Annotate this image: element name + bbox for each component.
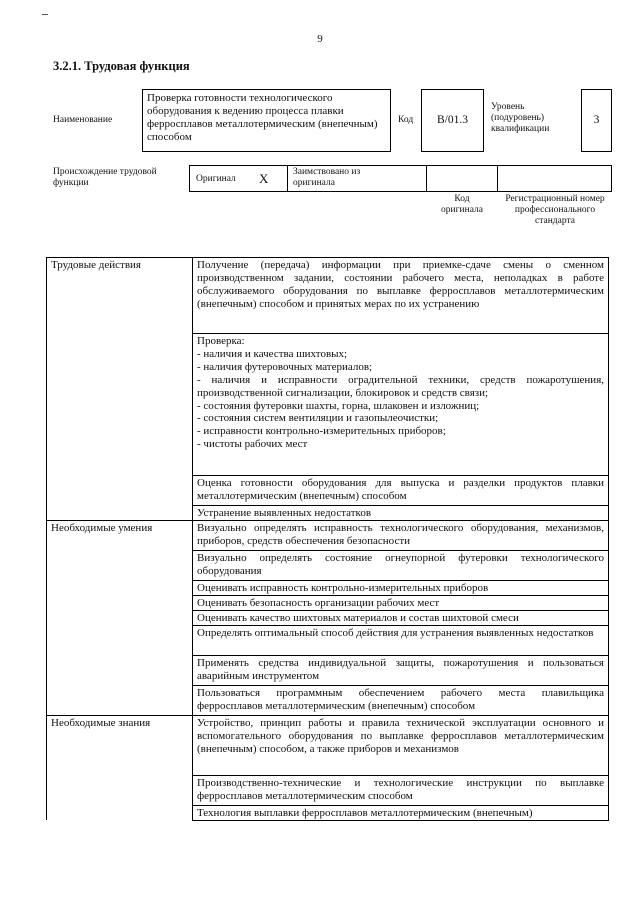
function-table — [46, 257, 609, 821]
function-name-box — [142, 89, 391, 152]
table-cell: Оценка готовности оборудования для выпуска и разделки продуктов плавки металлотермическим (внепечным) способом — [193, 476, 609, 506]
section-title-skills: Необходимые умения — [47, 521, 193, 716]
table-cell: Визуально определять исправность технологического оборудования, механизмов, приборов, средств обеспечения безопасности — [193, 521, 609, 551]
corner-mark — [42, 14, 48, 15]
page-number: 9 — [317, 33, 323, 45]
table-cell: Проверка: - наличия и качества шихтовых; - наличия футеровочных материалов; - наличия и исправности оградительной техники, средств пожаротушения, производственной сигнализации, блокировок и средств связи; - состояния футеровки шахты, горна, шлаковен и изложниц; - состояния систем вентиляции и газопылеочистки; - исправности контрольно-измерительных приборов; - чистоты рабочих мест — [193, 334, 609, 476]
section-title-actions: Трудовые действия — [47, 258, 193, 521]
table-cell: Производственно-технические и технологические инструкции по выплавке ферросплавов металлотермическим способом — [193, 776, 609, 806]
table-cell: Визуально определять состояние огнеупорной футеровки технологического оборудования — [193, 551, 609, 581]
code-box — [421, 89, 484, 152]
table-cell: Получение (передача) информации при приемке-сдаче смены о сменном производственном задании, состоянии рабочего места, неполадках в работе обслуживаемого оборудования по выплавке ферросплавов металлотермическим (внепечным) способом и принятых мерах по их устранению — [193, 258, 609, 334]
original-code-cell — [426, 165, 498, 192]
table-cell: Оценивать качество шихтовых материалов и состав шихтовой смеси — [193, 611, 609, 626]
reg-number-cell — [497, 165, 612, 192]
section-title-knowledge: Необходимые знания — [47, 716, 193, 821]
reg-number-caption: Регистрационный номер профессионального стандарта — [505, 194, 605, 226]
table-cell: Применять средства индивидуальной защиты, пожаротушения и пользоваться аварийным инструментом — [193, 656, 609, 686]
original-cell — [189, 165, 288, 192]
table-cell: Устройство, принцип работы и правила технической эксплуатации основного и вспомогательного оборудования по выплавке ферросплавов металлотермическим (внепечным) способом, а также приборов и механизмов — [193, 716, 609, 776]
level-value: 3 — [593, 114, 600, 126]
table-cell: Оценивать исправность контрольно-измерительных приборов — [193, 581, 609, 596]
table-cell: Определять оптимальный способ действия для устранения выявленных недостатков — [193, 626, 609, 656]
table-cell: Технология выплавки ферросплавов металлотермическим (внепечным) — [193, 806, 609, 821]
section-title: 3.2.1. Трудовая функция — [53, 59, 190, 73]
original-code-caption: Код оригинала — [441, 194, 483, 215]
level-box — [581, 89, 612, 152]
origin-label: Происхождение трудовой функции — [53, 167, 157, 188]
table-row — [47, 258, 609, 334]
table-cell: Оценивать безопасность организации рабочих мест — [193, 596, 609, 611]
borrowed-cell — [287, 165, 427, 192]
original-mark: X — [259, 171, 269, 186]
code-label: Код — [398, 115, 414, 125]
borrowed-label: Заимствовано из оригинала — [293, 167, 361, 188]
level-label: Уровень (подуровень) квалификации — [491, 102, 550, 134]
original-label: Оригинал — [196, 174, 236, 184]
function-name: Проверка готовности технологического оборудования к ведению процесса плавки ферросплавов металлотермическим (внепечным) способом — [147, 92, 378, 143]
table-row — [47, 716, 609, 776]
table-row — [47, 521, 609, 551]
table-cell: Пользоваться программным обеспечением рабочего места плавильщика ферросплавов металлотермическим (внепечным) способом — [193, 686, 609, 716]
name-label: Наименование — [53, 115, 113, 125]
code-value: В/01.3 — [437, 114, 468, 126]
table-cell: Устранение выявленных недостатков — [193, 506, 609, 521]
